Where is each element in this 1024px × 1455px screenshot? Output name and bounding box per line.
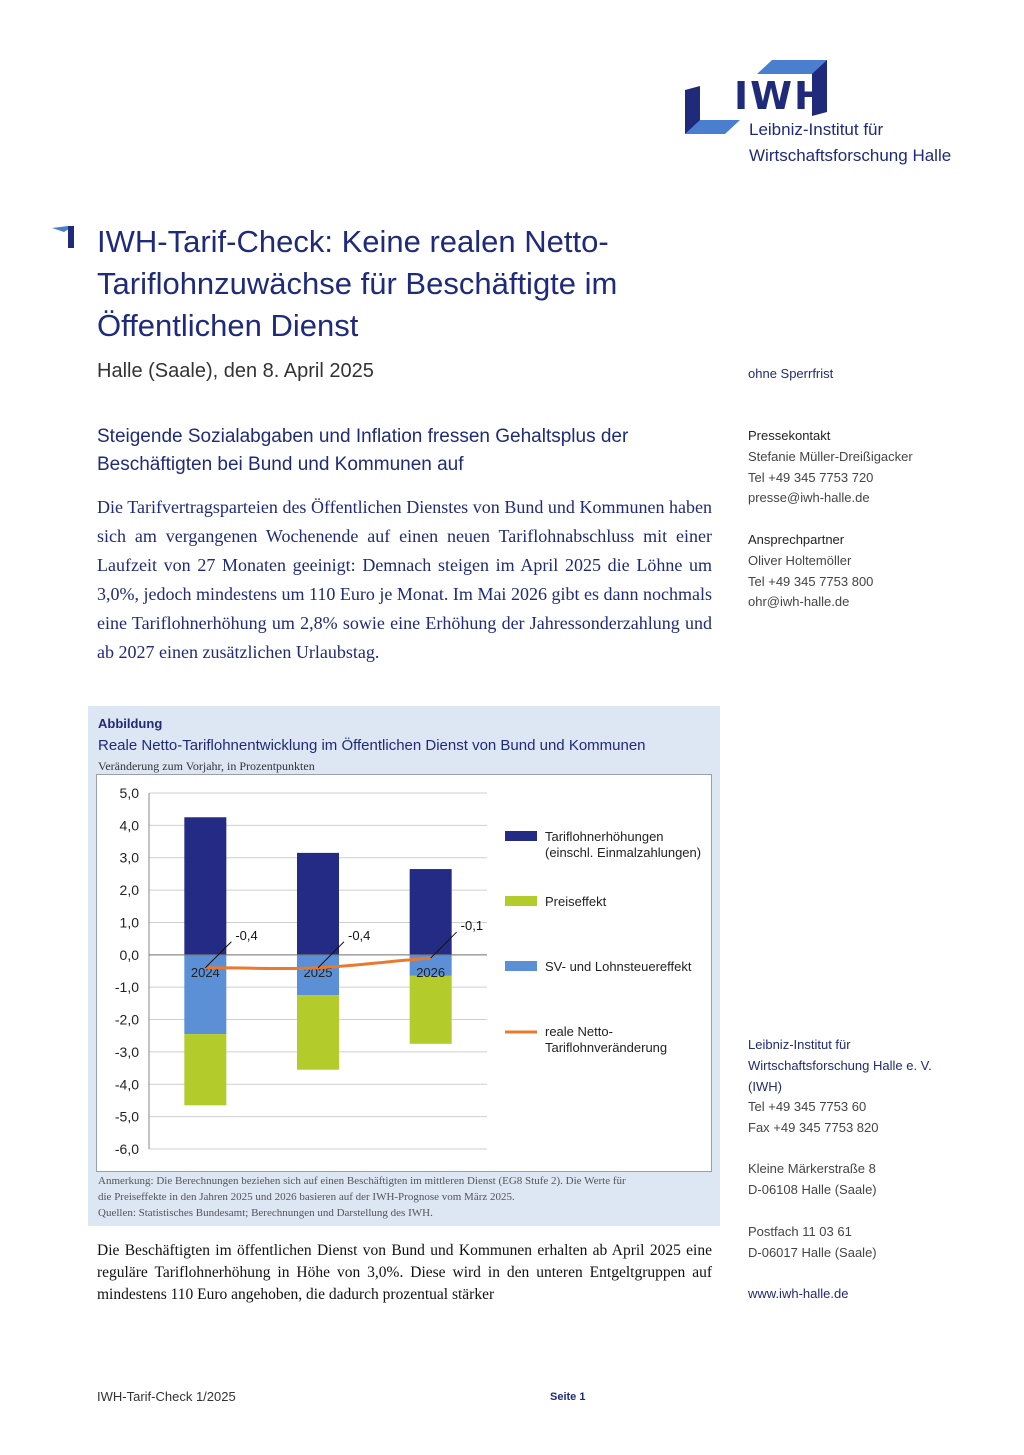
y-tick-label: 0,0 [119,946,139,963]
city: D-06108 Halle (Saale) [748,1181,877,1197]
website [748,1284,848,1305]
bar-segment [184,817,226,955]
y-tick-label: -2,0 [114,1011,139,1028]
bar-segment [297,853,339,955]
y-tick-label: 4,0 [119,817,139,834]
y-tick-label: -5,0 [114,1108,139,1125]
street-address [748,1159,877,1201]
figure-note [98,1173,710,1221]
dateline: Halle (Saale), den 8. April 2025 [97,360,374,382]
contact-heading: Ansprechpartner [748,532,845,547]
figure-note-line-1: Anmerkung: Die Berechnungen beziehen sich auf einen Beschäftigten im mittleren Dienst (EG8 Stufe 2). Die Werte für [98,1175,626,1187]
contact-name: Oliver Holtemöller [748,552,852,568]
page-number: Seite 1 [550,1391,586,1403]
y-tick-label: -6,0 [114,1141,139,1157]
lead-paragraph: Die Tarifvertragsparteien des Öffentlichen Dienstes von Bund und Kommunen haben sich am vergangenen Wochenende auf einen neuen Tariflohnabschluss mit einer Laufzeit von 27 Monaten geeinigt: Demnach steigen im April 2025 die Löhne um 3,0%, jedoch mindestens um 110 Euro je Monat. Im Mai 2026 gibt es dann nochmals eine Tariflohnerhöhung um 2,8% sowie eine Erhöhung der Jahressonderzahlung und ab 2027 einen zusätzlichen Urlaubstag. [97,497,712,662]
institute-info [748,1035,932,1139]
contact-email[interactable]: ohr@iwh-halle.de [748,594,850,610]
figure-subtitle: Veränderung zum Vorjahr, in Prozentpunkten [98,759,315,773]
logo-wordmark: IWH [734,74,828,118]
subtitle: Steigende Sozialabgaben und Inflation fressen Gehaltsplus der Beschäftigten bei Bund und Kommunen auf [97,426,629,475]
figure-kicker: Abbildung [98,716,163,731]
x-tick-label: 2024 [190,964,220,980]
contact-person [748,530,873,613]
press-contact [748,426,913,509]
figure-title: Reale Netto-Tariflohnentwicklung im Öffentlichen Dienst von Bund und Kommunen [98,737,646,754]
institute-fax: Fax +49 345 7753 820 [748,1120,879,1136]
legend-label: SV- und Lohnsteuereffekt [545,959,692,974]
press-email[interactable]: presse@iwh-halle.de [748,490,870,506]
institute-name-1: Leibniz-Institut für [748,1037,851,1052]
y-tick-label: -4,0 [114,1076,139,1093]
legend-label: (einschl. Einmalzahlungen) [545,845,702,860]
x-tick-label: 2026 [416,964,446,980]
footer-doc-label: IWH-Tarif-Check 1/2025 [97,1389,236,1404]
legend-label: Tariflohnveränderung [545,1040,668,1055]
y-tick-label: -3,0 [114,1043,139,1060]
chart-area [96,774,712,1172]
stacked-bar-chart [97,775,711,1171]
institute-abbr: (IWH) [748,1078,782,1094]
body-paragraph: Die Beschäftigten im öffentlichen Dienst von Bund und Kommunen erhalten ab April 2025 eine reguläre Tariflohnerhöhung in Höhe von 3,0%. Diese wird in den unteren Entgeltgruppen auf mindestens 110 Euro angehoben, die dadurch prozentual stärker [97,1242,712,1303]
website-link[interactable]: www.iwh-halle.de [748,1286,849,1301]
institute-phone: Tel +49 345 7753 60 [748,1099,867,1115]
legend-label: reale Netto- [545,1024,613,1039]
data-label: -0,4 [348,927,371,943]
po-box: Postfach 11 03 61 [748,1224,852,1239]
legend-swatch [505,831,537,841]
press-heading: Pressekontakt [748,428,831,443]
logo-line-1: Leibniz-Institut für [749,120,884,139]
bar-segment [297,995,339,1069]
y-tick-label: -1,0 [114,979,139,996]
institute-name-2: Wirtschaftsforschung Halle e. V. [748,1057,932,1073]
data-label: -0,4 [235,927,258,943]
figure-note-line-2: die Preiseffekte in den Jahren 2025 und 2026 basieren auf der IWH-Prognose vom März 2025. [98,1191,515,1203]
bar-segment [410,976,452,1044]
logo-line-2: Wirtschaftsforschung Halle [749,146,952,165]
data-label: -0,1 [460,918,484,934]
press-name: Stefanie Müller-Dreißigacker [748,448,913,464]
title-marker-icon [52,224,76,248]
embargo-note: ohne Sperrfrist [748,366,834,381]
legend-label: Tariflohnerhöhungen [545,829,664,844]
bar-segment [184,1034,226,1105]
po-box-address [748,1222,877,1264]
figure-box [88,706,720,1226]
y-tick-label: 1,0 [119,914,139,931]
contact-phone: Tel +49 345 7753 800 [748,573,874,589]
street: Kleine Märkerstraße 8 [748,1161,876,1176]
bar-segment [410,869,452,955]
po-box-city: D-06017 Halle (Saale) [748,1244,877,1260]
x-tick-label: 2025 [303,964,333,980]
press-phone: Tel +49 345 7753 720 [748,469,874,485]
legend-swatch [505,961,537,971]
figure-sources: Quellen: Statistisches Bundesamt; Berechnungen und Darstellung des IWH. [98,1207,433,1219]
page-title: IWH-Tarif-Check: Keine realen Netto-Tariflohnzuwächse für Beschäftigte im Öffentlichen Dienst [97,224,618,343]
y-tick-label: 5,0 [119,785,139,801]
y-tick-label: 3,0 [119,849,139,866]
legend-label: Preiseffekt [545,894,607,909]
y-tick-label: 2,0 [119,882,139,899]
legend-swatch [505,896,537,906]
iwh-logo [682,58,982,178]
